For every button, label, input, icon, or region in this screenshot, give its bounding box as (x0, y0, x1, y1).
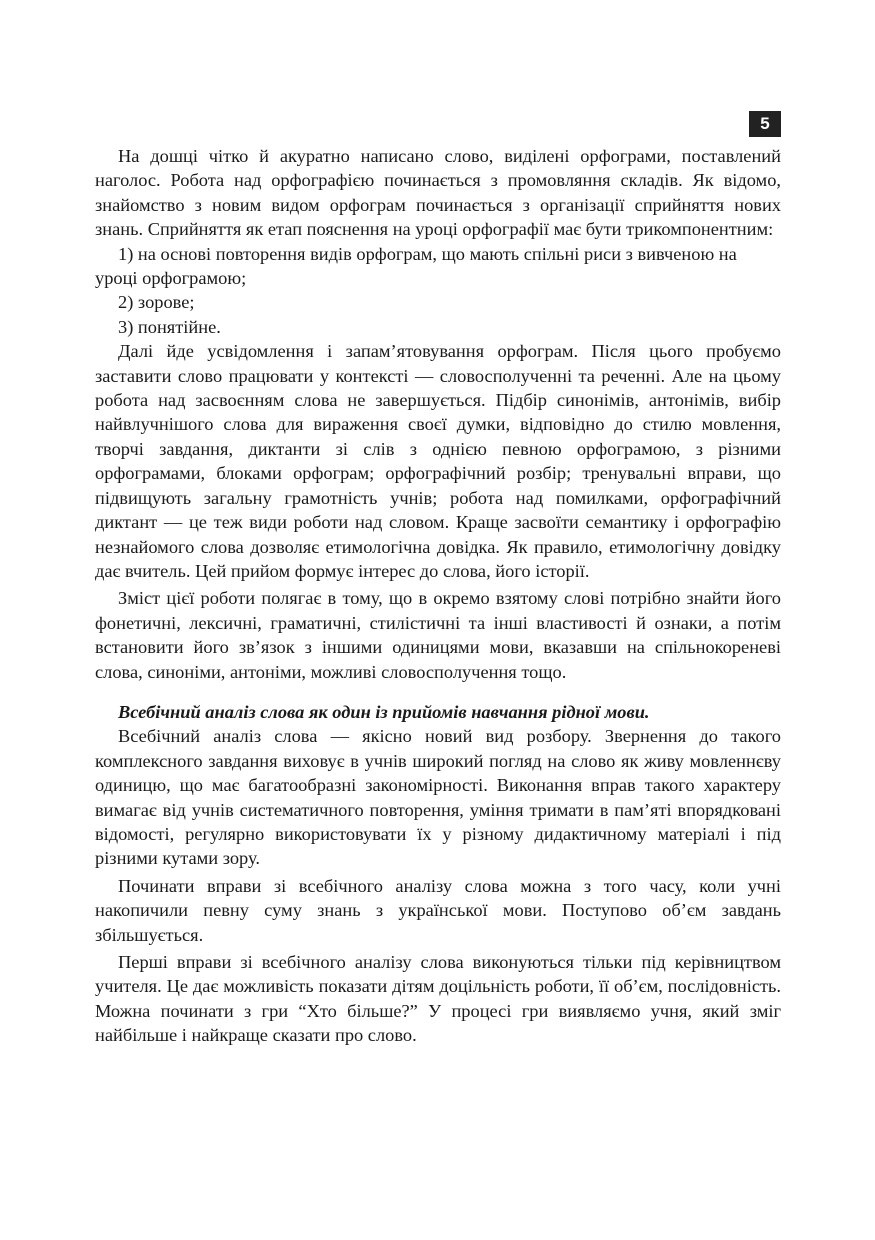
page-number: 5 (749, 111, 781, 137)
page-body (95, 144, 781, 1048)
list-item-3: 3) понятійне. (118, 316, 221, 337)
section-heading: Всебічний аналіз слова як один із прийомів навчання рідної мови. (118, 701, 650, 722)
paragraph-first-exercises: Перші вправи зі всебічного аналізу слова виконуються тільки під керівництвом учителя. Це дає можливість показати дітям доцільність роботи, її об’єм, послідовність. Можна починати з гри “Хто більше?” У процесі гри виявляємо учня, який зміг найбільше і найкраще сказати про слово. (95, 952, 781, 1046)
paragraph-comprehensive-analysis: Всебічний аналіз слова — якісно новий вид розбору. Звернення до такого комплексного завдання виховує в учнів широкий погляд на слово як живу мовленнєву одиницю, що має багатообразні закономірності. Виконання вправ такого характеру вимагає від учнів систематичного повторення, уміння тримати в пам’яті впорядковані відомості, регулярно використовувати їх у різному дидактичному матеріалі і під різними кутами зору. (95, 726, 781, 869)
list-item-2: 2) зорове; (118, 292, 195, 313)
list-item-1: 1) на основі повторення видів орфограм, що мають спільні риси з вивченою на уроці орфограмою; (95, 243, 737, 289)
paragraph-memorization: Далі йде усвідомлення і запам’ятовування орфограм. Після цього пробуємо заставити слово працювати у контексті — словосполученні та реченні. Але на цьому робота над засвоєнням слова не завершується. Підбір синонімів, антонімів, вибір найвлучнішого слова для вираження своєї думки, відповідно до стилю мовлення, творчі завдання, диктанти зі слів з однією певною орфограмою, з різними орфограмами, блоками орфограм; орфографічний розбір; тренувальні вправи, що підвищують загальну грамотність учнів; робота над помилками, орфографічний диктант — це теж види роботи над словом. Краще засвоїти семантику і орфографію незнайомого слова дозволяє етимологічна довідка. Як правило, етимологічну довідку дає вчитель. Цей прийом формує інтерес до слова, його історії. (95, 341, 781, 581)
paragraph-board-word: На дошці чітко й акуратно написано слово, виділені орфограми, поставлений наголос. Робота над орфографією починається з промовляння складів. Як відомо, знайомство з новим видом орфограм починається з організації сприйняття нових знань. Сприйняття як етап пояснення на уроці орфографії має бути трикомпонентним: (95, 146, 781, 240)
paragraph-start-exercises: Починати вправи зі всебічного аналізу слова можна з того часу, коли учні накопичили певну суму знань з української мови. Поступово об’єм завдань збільшується. (95, 875, 781, 945)
paragraph-content-of-work: Зміст цієї роботи полягає в тому, що в окремо взятому слові потрібно знайти його фонетичні, лексичні, граматичні, стилістичні та інші властивості й ознаки, а потім встановити його зв’язок з іншими одиницями мови, вказавши на спільнокореневі слова, синоніми, антоніми, можливі словосполучення тощо. (95, 588, 781, 682)
